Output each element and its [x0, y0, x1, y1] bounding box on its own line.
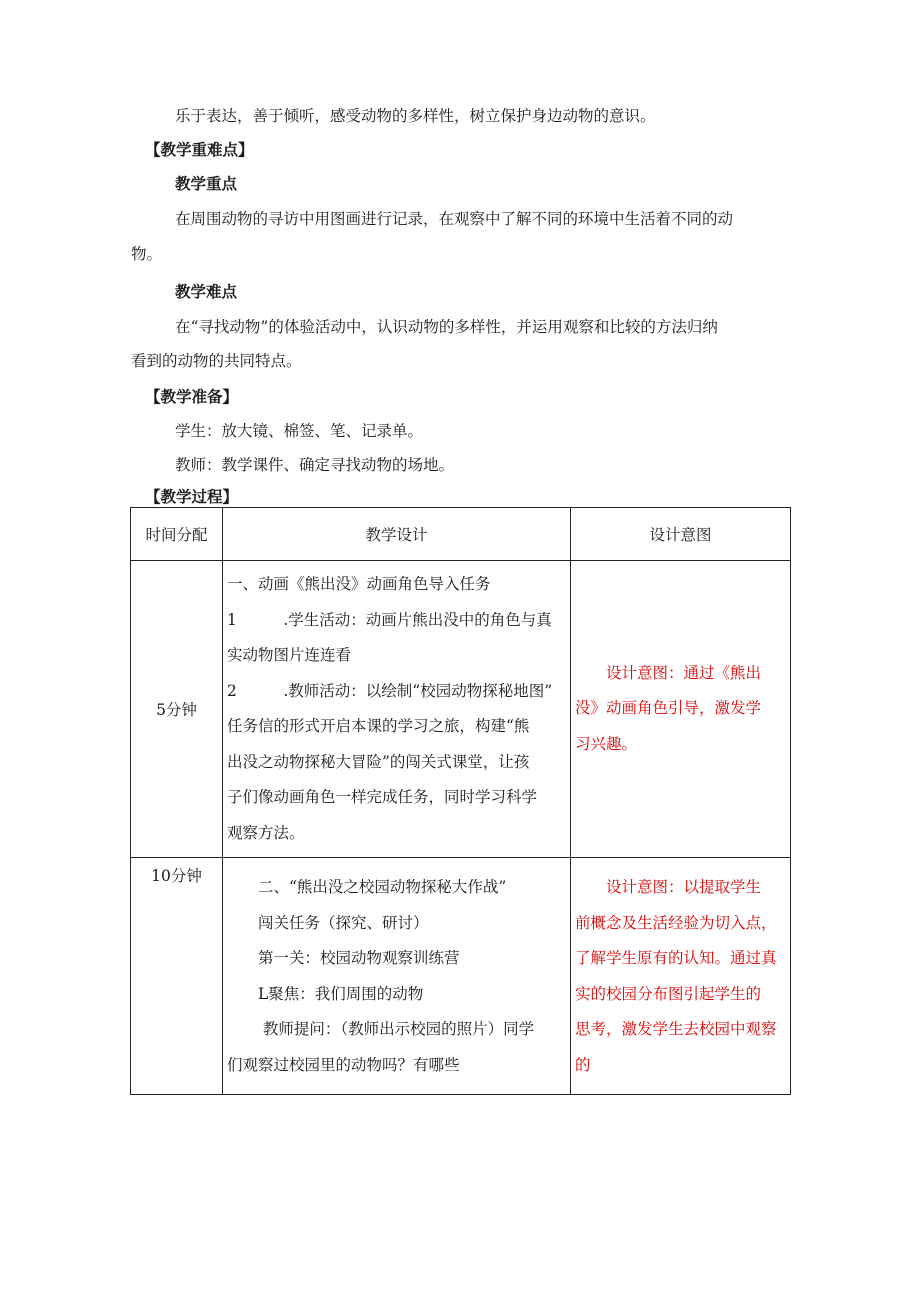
row2-intent: [571, 858, 791, 1095]
row1-design: [223, 561, 571, 858]
row2-intent-line: 前概念及生活经验为切入点，: [575, 913, 777, 932]
row2-intent-line: 实的校园分布图引起学生的: [575, 984, 762, 1003]
row1-intent-line: 没》动画角色引导，激发学: [575, 699, 762, 718]
row1-design-line: 观察方法。: [227, 823, 305, 842]
section-title-prep: 【教学准备】: [145, 387, 239, 406]
row2-intent-line: 的: [575, 1055, 591, 1074]
table-row: [131, 561, 791, 858]
row1-design-line: 1 .学生活动：动画片熊出没中的角色与真: [227, 610, 552, 629]
row1-time: 5分钟: [131, 561, 223, 858]
row2-time: 10分钟: [131, 858, 223, 1095]
subtitle-key-point: 教学重点: [175, 174, 238, 193]
row2-design-line: 闯关任务（探究、研讨）: [227, 913, 429, 932]
difficult-text-2: 看到的动物的共同特点。: [131, 352, 302, 370]
section-title-process: 【教学过程】: [145, 487, 239, 506]
header-time: 时间分配: [131, 508, 223, 561]
row1-design-line: 实动物图片连连看: [227, 646, 352, 664]
row2-intent-line: 思考，激发学生去校园中观察: [575, 1020, 777, 1038]
key-point-text-2: 物。: [131, 245, 163, 263]
row1-design-line: 2 .教师活动：以绘制“校园动物探秘地图”: [227, 681, 553, 700]
row2-design-line: L聚焦：我们周围的动物: [227, 984, 424, 1003]
row2-design-line: 们观察过校园里的动物吗？有哪些: [227, 1055, 460, 1074]
row1-design-line: 一、动画《熊出没》动画角色导入任务: [227, 575, 491, 593]
row2-design-line: 第一关：校园动物观察训练营: [227, 949, 460, 967]
header-design: 教学设计: [223, 508, 571, 561]
row2-design-line: 教师提问：（教师出示校园的照片）同学: [227, 1020, 535, 1038]
section-title-key-difficult: 【教学重难点】: [145, 140, 254, 159]
row1-design-line: 任务信的形式开启本课的学习之旅，构建“熊: [227, 717, 530, 735]
row1-intent-line: 设计意图：通过《熊出: [575, 663, 762, 682]
teaching-process-table: [130, 507, 791, 1095]
header-intent: 设计意图: [571, 508, 791, 561]
table-row: [131, 858, 791, 1095]
row1-intent-line: 习兴趣。: [575, 734, 638, 753]
row2-design: [223, 858, 571, 1095]
prep-student: 学生：放大镜、棉签、笔、记录单。: [175, 422, 424, 440]
subtitle-difficult: 教学难点: [175, 282, 238, 301]
row2-intent-line: 设计意图：以提取学生: [575, 878, 762, 896]
row1-design-line: 出没之动物探秘大冒险”的闯关式课堂，让孩: [227, 752, 530, 771]
row2-intent-line: 了解学生原有的认知。通过真: [575, 949, 777, 967]
key-point-text-1: 在周围动物的寻访中用图画进行记录，在观察中了解不同的环境中生活着不同的动: [175, 210, 734, 228]
prep-teacher: 教师：教学课件、确定寻找动物的场地。: [175, 456, 455, 474]
row1-intent: [571, 561, 791, 858]
row1-design-line: 子们像动画角色一样完成任务，同时学习科学: [227, 788, 538, 806]
intro-text: 乐于表达，善于倾听，感受动物的多样性，树立保护身边动物的意识。: [175, 107, 656, 125]
difficult-text-1: 在“寻找动物”的体验活动中，认识动物的多样性，并运用观察和比较的方法归纳: [175, 318, 718, 336]
row2-design-line: 二、“熊出没之校园动物探秘大作战”: [227, 878, 507, 896]
table-header-row: [131, 508, 791, 561]
